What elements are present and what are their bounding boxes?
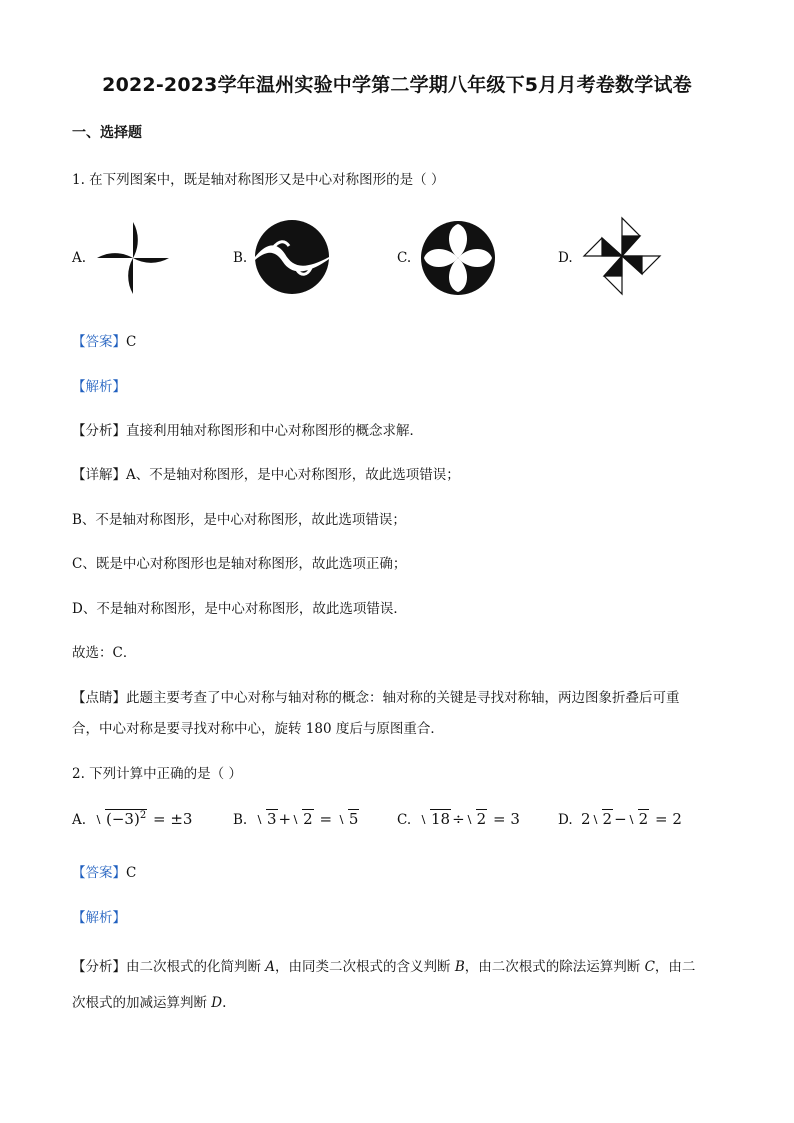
operator: +	[278, 810, 292, 828]
radicand-text: (−3)	[106, 810, 140, 828]
q1-option-d-label: D.	[558, 250, 573, 266]
q1-fenxi	[72, 419, 423, 439]
q2-fenxi-1	[72, 955, 695, 975]
fenxi-text: 次根式的加减运算判断	[72, 995, 212, 1011]
fenxi-text: .	[222, 995, 227, 1011]
radicand: 2	[638, 810, 649, 828]
answer-value: C	[126, 334, 137, 350]
radicand: 2	[303, 810, 313, 828]
pinwheel-triangle-icon	[580, 214, 664, 298]
operator: −	[614, 810, 627, 828]
q1-option-a-label: A.	[72, 250, 87, 266]
q1-option-c-label: C.	[397, 250, 412, 266]
radicand: 3	[267, 810, 277, 828]
radicand: 5	[348, 810, 359, 828]
q1-line-c: C、既是中心对称图形也是轴对称图形，故此选项正确；	[72, 556, 407, 572]
q2-answer	[72, 861, 136, 881]
q1-stem: 1. 在下列图案中，既是轴对称图形又是中心对称图形的是（ ）	[72, 172, 445, 188]
pinwheel-quarter-icon	[93, 218, 173, 298]
sqrt-sign	[419, 810, 451, 828]
fenxi-text: 直接利用轴对称图形和中心对称图形的概念求解．	[126, 423, 423, 439]
var-d: D	[211, 995, 223, 1011]
fenxi-text: 由二次根式的化简判断	[126, 959, 266, 975]
q1-line-d: D、不是轴对称图形，是中心对称图形，故此选项错误．	[72, 601, 407, 617]
q1-choose: 故选：C．	[72, 645, 137, 661]
fenxi-tag: 【分析】	[72, 959, 126, 975]
q2-option-b-label: B.	[233, 812, 248, 828]
rhs: = 2	[655, 810, 682, 828]
var-b: B	[454, 959, 465, 975]
sqrt-sign	[255, 810, 278, 828]
dianjing-tag: 【点睛】	[72, 690, 126, 706]
fenxi-text: ，由同类二次根式的含义判断	[275, 959, 455, 975]
var-c: C	[644, 959, 655, 975]
fenxi-tag: 【分析】	[72, 423, 126, 439]
equals: =	[319, 810, 333, 828]
yin-yang-wave-icon	[253, 218, 331, 296]
radicand: 2	[602, 810, 613, 828]
coefficient: 2	[581, 810, 591, 828]
q2-option-d-expr	[581, 810, 682, 828]
page-title: 2022-2023学年温州实验中学第二学期八年级下5月月考卷数学试卷	[102, 74, 692, 96]
sqrt-sign	[337, 810, 360, 828]
dianjing-text-1: 此题主要考查了中心对称与轴对称的概念：轴对称的关键是寻找对称轴，两边图象折叠后可重	[126, 690, 680, 706]
sqrt-sign	[591, 810, 614, 828]
fenxi-text: ，由二	[654, 959, 696, 975]
q2-option-a-expr	[94, 810, 192, 828]
sqrt-sign	[291, 810, 314, 828]
q2-fenxi-2	[72, 991, 226, 1011]
answer-tag: 【答案】	[72, 865, 126, 881]
q2-option-a-label: A.	[72, 812, 87, 828]
radicand: 18	[431, 810, 451, 828]
q1-line-b: B、不是轴对称图形，是中心对称图形，故此选项错误；	[72, 512, 406, 528]
radicand: 2	[476, 810, 487, 828]
sqrt-sign	[465, 810, 488, 828]
answer-tag: 【答案】	[72, 334, 126, 350]
q1-analysis-tag: 【解析】	[72, 379, 126, 395]
q1-dianjing-1	[72, 686, 680, 706]
xiangjie-tag: 【详解】	[72, 467, 126, 483]
answer-value: C	[126, 865, 137, 881]
q1-option-b-label: B.	[233, 250, 248, 266]
sqrt-sign	[94, 810, 147, 828]
four-petal-circle-icon	[418, 218, 498, 298]
fenxi-text: ，由二次根式的除法运算判断	[464, 959, 645, 975]
q2-option-c-expr	[419, 810, 520, 828]
xiangjie-text: A、不是轴对称图形，是中心对称图形，故此选项错误；	[126, 467, 460, 483]
operator: ÷	[452, 810, 465, 828]
exponent: 2	[139, 810, 147, 821]
q2-option-b-expr	[255, 810, 360, 828]
q1-xiangjie	[72, 463, 460, 483]
radicand	[105, 809, 147, 828]
q2-option-c-label: C.	[397, 812, 412, 828]
q1-answer	[72, 330, 136, 350]
rhs: = ±3	[152, 810, 193, 828]
q2-analysis-tag: 【解析】	[72, 910, 126, 926]
section-heading: 一、选择题	[72, 125, 142, 141]
sqrt-sign	[627, 810, 650, 828]
rhs: = 3	[493, 810, 520, 828]
q1-dianjing-2: 合，中心对称是要寻找对称中心，旋转 180 度后与原图重合．	[72, 721, 444, 737]
var-a: A	[265, 959, 276, 975]
q2-stem: 2. 下列计算中正确的是（ ）	[72, 766, 242, 782]
q2-option-d-label: D.	[558, 812, 573, 828]
